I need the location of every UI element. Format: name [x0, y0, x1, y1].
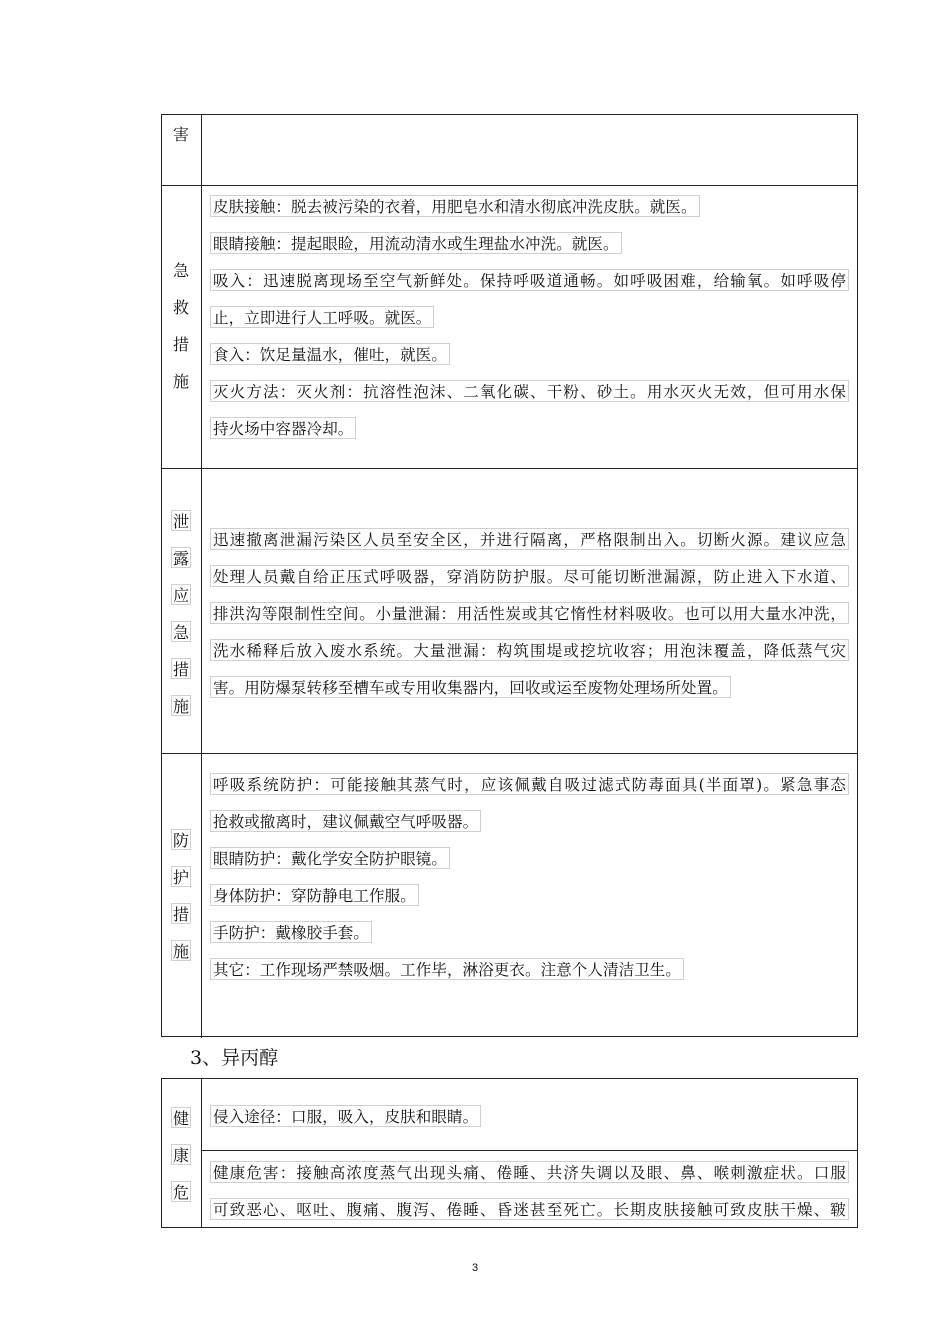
row-content	[202, 754, 857, 1038]
text-line: 吸入：迅速脱离现场至空气新鲜处。保持呼吸道通畅。如呼吸困难，给输氧。如呼吸停	[210, 269, 849, 291]
text-line: 健康危害：接触高浓度蒸气出现头痛、倦睡、共济失调以及眼、鼻、喉刺激症状。口服	[210, 1161, 849, 1183]
row-content	[202, 469, 857, 754]
row-label	[162, 754, 202, 1038]
row-harm	[162, 115, 857, 185]
text-line: 眼睛防护：戴化学安全防护眼镜。	[210, 847, 450, 869]
text-line: 迅速撤离泄漏污染区人员至安全区，并进行隔离，严格限制出入。切断火源。建议应急	[210, 528, 849, 550]
msds-table-2	[161, 1078, 858, 1228]
label-char: 害	[172, 125, 189, 144]
row-content	[202, 186, 857, 469]
row-first-aid	[162, 185, 857, 469]
label-char: 防	[172, 831, 189, 850]
section-heading: 3、异丙醇	[190, 1047, 279, 1069]
text-line: 持火场中容器冷却。	[210, 417, 356, 439]
row-label	[162, 115, 202, 185]
label-char: 措	[172, 905, 189, 924]
text-line: 洗水稀释后放入废水系统。大量泄漏：构筑围堤或挖坑收容；用泡沫覆盖，降低蒸气灾	[210, 639, 849, 661]
label-char: 急	[172, 261, 189, 280]
text-line: 身体防护：穿防静电工作服。	[210, 884, 419, 906]
msds-table-1	[161, 114, 858, 1037]
label-char: 泄	[172, 512, 189, 531]
text-line: 呼吸系统防护：可能接触其蒸气时，应该佩戴自吸过滤式防毒面具(半面罩)。紧急事态	[210, 773, 849, 795]
row-health-hazard	[162, 1079, 857, 1227]
row-content	[202, 115, 857, 185]
text-line: 抢救或撤离时，建议佩戴空气呼吸器。	[210, 810, 481, 832]
row-content	[202, 1079, 857, 1227]
label-char: 露	[172, 549, 189, 568]
text-line: 食入：饮足量温水，催吐，就医。	[210, 343, 450, 365]
row-leak-response	[162, 468, 857, 754]
text-line: 其它：工作现场严禁吸烟。工作毕，淋浴更衣。注意个人清洁卫生。	[210, 958, 684, 980]
page-number: 3	[471, 1262, 479, 1274]
text-line: 处理人员戴自给正压式呼吸器，穿消防防护服。尽可能切断泄漏源，防止进入下水道、	[210, 565, 849, 587]
text-line: 止，立即进行人工呼吸。就医。	[210, 306, 434, 328]
text-line: 排洪沟等限制性空间。小量泄漏：用活性炭或其它惰性材料吸收。也可以用大量水冲洗，	[210, 602, 849, 624]
text-line: 害。用防爆泵转移至槽车或专用收集器内，回收或运至废物处理场所处置。	[210, 676, 731, 698]
label-char: 施	[172, 697, 189, 716]
label-char: 救	[172, 298, 189, 317]
label-char: 施	[172, 942, 189, 961]
label-char: 急	[172, 623, 189, 642]
row-label	[162, 1079, 202, 1227]
label-char: 措	[172, 660, 189, 679]
label-char: 措	[172, 335, 189, 354]
label-char: 康	[172, 1146, 189, 1165]
inner-divider	[202, 1150, 857, 1151]
text-line: 侵入途径：口服，吸入，皮肤和眼睛。	[210, 1105, 481, 1127]
label-char: 护	[172, 868, 189, 887]
text-line: 手防护：戴橡胶手套。	[210, 921, 372, 943]
label-char: 健	[172, 1109, 189, 1128]
text-line: 眼睛接触：提起眼睑，用流动清水或生理盐水冲洗。就医。	[210, 232, 622, 254]
label-char: 应	[172, 586, 189, 605]
row-label	[162, 186, 202, 469]
row-protection	[162, 753, 857, 1038]
text-line: 可致恶心、呕吐、腹痛、腹泻、倦睡、昏迷甚至死亡。长期皮肤接触可致皮肤干燥、皲	[210, 1198, 849, 1220]
label-char: 施	[172, 372, 189, 391]
row-label	[162, 469, 202, 754]
text-line: 灭火方法：灭火剂：抗溶性泡沫、二氧化碳、干粉、砂土。用水灭火无效，但可用水保	[210, 380, 849, 402]
text-line: 皮肤接触：脱去被污染的衣着，用肥皂水和清水彻底冲洗皮肤。就医。	[210, 195, 700, 217]
label-char: 危	[172, 1183, 189, 1202]
